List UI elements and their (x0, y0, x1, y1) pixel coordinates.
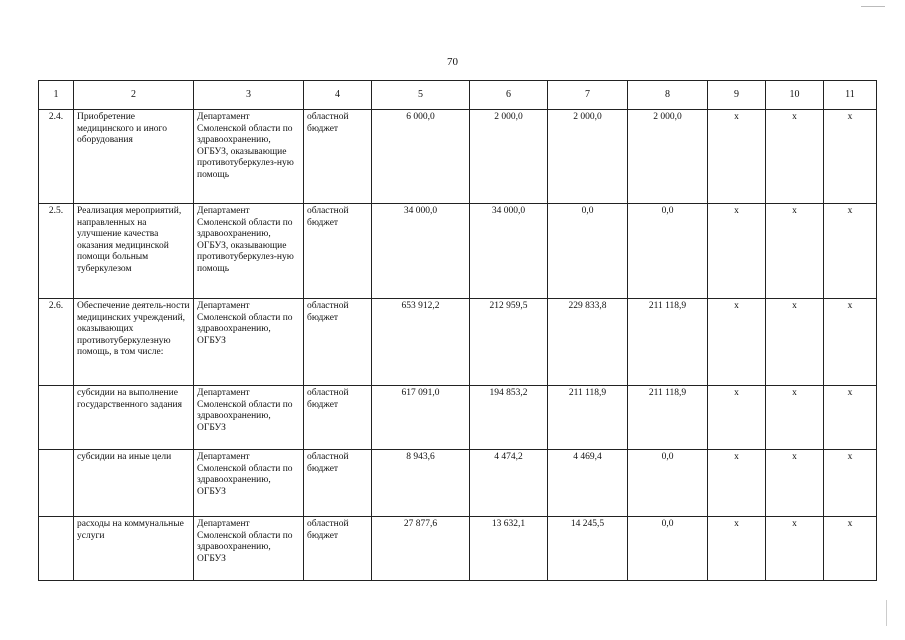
table-row (39, 517, 877, 581)
header-cell-10: 10 (766, 81, 824, 110)
row-year3: 211 118,9 (628, 299, 708, 386)
table-row (39, 299, 877, 386)
header-cell-2: 2 (74, 81, 194, 110)
row-executor: Департамент Смоленской области по здравоохранению, ОГБУЗ (194, 450, 304, 517)
row-col10: x (766, 386, 824, 450)
row-year3: 0,0 (628, 517, 708, 581)
row-source: областной бюджет (304, 299, 372, 386)
header-row (39, 81, 877, 110)
row-name: расходы на коммунальные услуги (74, 517, 194, 581)
row-col11: x (824, 204, 877, 299)
row-col11: x (824, 517, 877, 581)
row-source: областной бюджет (304, 517, 372, 581)
row-col9: x (708, 204, 766, 299)
row-year2: 211 118,9 (548, 386, 628, 450)
row-source: областной бюджет (304, 386, 372, 450)
row-total: 34 000,0 (372, 204, 470, 299)
row-year1: 13 632,1 (470, 517, 548, 581)
row-year3: 2 000,0 (628, 110, 708, 204)
row-col9: x (708, 386, 766, 450)
row-col10: x (766, 517, 824, 581)
row-year1: 4 474,2 (470, 450, 548, 517)
row-year2: 229 833,8 (548, 299, 628, 386)
row-col11: x (824, 386, 877, 450)
row-total: 617 091,0 (372, 386, 470, 450)
row-total: 27 877,6 (372, 517, 470, 581)
header-cell-3: 3 (194, 81, 304, 110)
row-year3: 211 118,9 (628, 386, 708, 450)
row-code: 2.6. (39, 299, 74, 386)
header-cell-5: 5 (372, 81, 470, 110)
row-executor: Департамент Смоленской области по здравоохранению, ОГБУЗ, оказывающие противотуберкулез-ную помощь (194, 204, 304, 299)
row-col10: x (766, 299, 824, 386)
row-col10: x (766, 204, 824, 299)
row-year2: 4 469,4 (548, 450, 628, 517)
table-row (39, 450, 877, 517)
row-total: 653 912,2 (372, 299, 470, 386)
scan-edge-mark (886, 600, 887, 626)
row-total: 8 943,6 (372, 450, 470, 517)
table-row (39, 386, 877, 450)
row-col9: x (708, 110, 766, 204)
header-cell-11: 11 (824, 81, 877, 110)
row-executor: Департамент Смоленской области по здравоохранению, ОГБУЗ, оказывающие противотуберкулез-ную помощь (194, 110, 304, 204)
row-col11: x (824, 299, 877, 386)
row-col11: x (824, 110, 877, 204)
row-name: субсидии на иные цели (74, 450, 194, 517)
row-year3: 0,0 (628, 204, 708, 299)
row-year2: 2 000,0 (548, 110, 628, 204)
table-row (39, 110, 877, 204)
row-name: Обеспечение деятель-ности медицинских учреждений, оказывающих противотуберкулезную помощь, в том числе: (74, 299, 194, 386)
header-cell-7: 7 (548, 81, 628, 110)
row-code: 2.4. (39, 110, 74, 204)
header-cell-4: 4 (304, 81, 372, 110)
row-year2: 14 245,5 (548, 517, 628, 581)
row-year3: 0,0 (628, 450, 708, 517)
row-col9: x (708, 450, 766, 517)
row-source: областной бюджет (304, 204, 372, 299)
row-year2: 0,0 (548, 204, 628, 299)
header-cell-6: 6 (470, 81, 548, 110)
row-executor: Департамент Смоленской области по здравоохранению, ОГБУЗ (194, 517, 304, 581)
row-col9: x (708, 517, 766, 581)
row-year1: 2 000,0 (470, 110, 548, 204)
header-cell-1: 1 (39, 81, 74, 110)
row-executor: Департамент Смоленской области по здравоохранению, ОГБУЗ (194, 386, 304, 450)
row-col10: x (766, 110, 824, 204)
row-year1: 212 959,5 (470, 299, 548, 386)
row-code (39, 517, 74, 581)
row-name: Реализация мероприятий, направленных на улучшение качества оказания медицинской помощи больным туберкулезом (74, 204, 194, 299)
row-name: Приобретение медицинского и иного оборудования (74, 110, 194, 204)
row-source: областной бюджет (304, 450, 372, 517)
row-name: субсидии на выполнение государственного задания (74, 386, 194, 450)
row-code (39, 386, 74, 450)
row-total: 6 000,0 (372, 110, 470, 204)
row-source: областной бюджет (304, 110, 372, 204)
row-year1: 194 853,2 (470, 386, 548, 450)
header-cell-9: 9 (708, 81, 766, 110)
row-col11: x (824, 450, 877, 517)
row-year1: 34 000,0 (470, 204, 548, 299)
row-col9: x (708, 299, 766, 386)
scan-corner-mark (861, 6, 885, 7)
page-number: 70 (447, 56, 458, 68)
header-cell-8: 8 (628, 81, 708, 110)
row-code: 2.5. (39, 204, 74, 299)
budget-table (38, 80, 877, 581)
row-col10: x (766, 450, 824, 517)
table-row (39, 204, 877, 299)
row-code (39, 450, 74, 517)
row-executor: Департамент Смоленской области по здравоохранению, ОГБУЗ (194, 299, 304, 386)
